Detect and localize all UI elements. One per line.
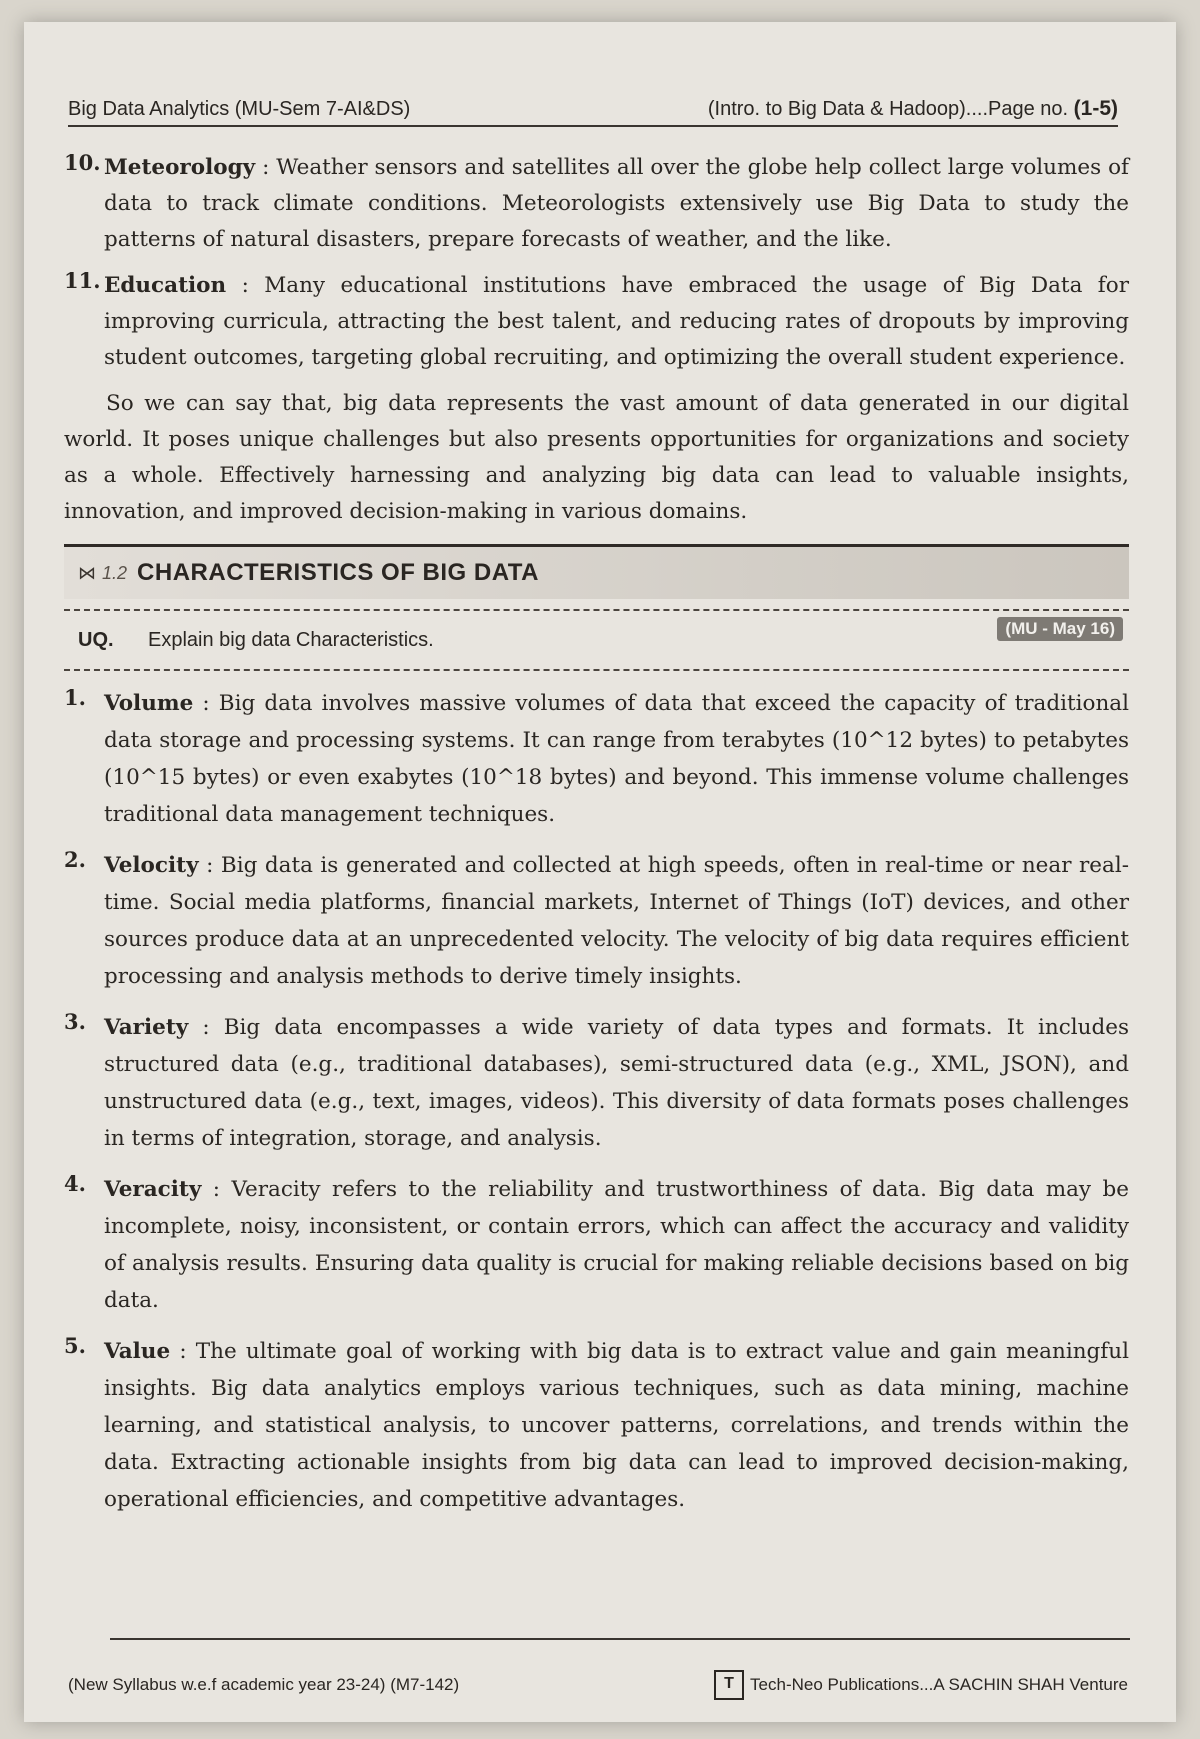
item-term: Volume: [104, 691, 194, 716]
item-text: The ultimate goal of working with big data is to extract value and gain meaningful insights. Big data analytics employs various techniques, such as data mining, machine learning, and statistical analysis, to uncover patterns, correlations, and trends within the data. Extracting actionable insights from big data can lead to improved decision-making, operational efficiencies, and competitive advantages.: [104, 1339, 1129, 1512]
list-item: 11. Education : Many educational institutions have embraced the usage of Big Data for improving curricula, attracting the best talent, and reducing rates of dropouts by improving student outcomes, targeting global recruiting, and optimizing the overall student experience.: [64, 268, 1129, 370]
item-term: Meteorology: [104, 155, 256, 180]
section-title: CHARACTERISTICS OF BIG DATA: [137, 559, 539, 586]
document-page: [24, 22, 1176, 1722]
item-term: Variety: [104, 1015, 189, 1040]
section-number: 1.2: [102, 562, 128, 583]
chapter-page-ref: (Intro. to Big Data & Hadoop)....Page no. (1-5): [707, 97, 1118, 120]
exam-badge: (MU - May 16): [997, 617, 1123, 641]
page-content: [64, 150, 1129, 1532]
item-text: Big data is generated and collected at high speeds, often in real-time or near real-time. Social media platforms, financial markets, Internet of Things (IoT) devices, and other sources produce data at an unprecedented velocity. The velocity of big data requires efficient processing and analysis methods to derive timely insights.: [104, 853, 1129, 989]
university-question-box: [64, 609, 1129, 671]
list-item: 10. Meteorology : Weather sensors and satellites all over the globe help collect large volumes of data to track climate conditions. Meteorologists extensively use Big Data to study the patterns of natural disasters, prepare forecasts of weather, and the like.: [64, 150, 1129, 252]
item-text: Many educational institutions have embraced the usage of Big Data for improving curricula, attracting the best talent, and reducing rates of dropouts by improving student outcomes, targeting global recruiting, and optimizing the overall student experience.: [104, 273, 1129, 370]
item-text: Big data involves massive volumes of data that exceed the capacity of traditional data storage and processing systems. It can range from terabytes (10^12 bytes) to petabytes (10^15 bytes) or even exabytes (10^18 bytes) and beyond. This immense volume challenges traditional data management techniques.: [104, 691, 1129, 827]
page-footer: [68, 1670, 1128, 1700]
item-term: Education: [104, 273, 227, 298]
item-term: Value: [104, 1339, 171, 1364]
section-marker-icon: ⋈: [78, 562, 96, 583]
list-item: 1. Volume : Big data involves massive volumes of data that exceed the capacity of traditional data storage and processing systems. It can range from terabytes (10^12 bytes) to petabytes (10^15 bytes) or even exabytes (10^18 bytes) and beyond. This immense volume challenges traditional data management techniques.: [64, 685, 1129, 827]
section-heading: [64, 544, 1129, 599]
summary-paragraph: So we can say that, big data represents the vast amount of data generated in our digital world. It poses unique challenges but also presents opportunities for organizations and society as a whole. Effectively harnessing and analyzing big data can lead to valuable insights, innovation, and improved decision-making in various domains.: [64, 391, 1129, 524]
item-text: Veracity refers to the reliability and trustworthiness of data. Big data may be incomplete, noisy, inconsistent, or contain errors, which can affect the accuracy and validity of analysis results. Ensuring data quality is crucial for making reliable decisions based on big data.: [104, 1177, 1129, 1313]
item-term: Veracity: [104, 1177, 202, 1202]
list-item: 2. Velocity : Big data is generated and collected at high speeds, often in real-time or near real-time. Social media platforms, financial markets, Internet of Things (IoT) devices, and other sources produce data at an unprecedented velocity. The velocity of big data requires efficient processing and analysis methods to derive timely insights.: [64, 847, 1129, 989]
book-title: Big Data Analytics (MU-Sem 7-AI&DS): [68, 98, 411, 120]
uq-question: Explain big data Characteristics.: [148, 628, 434, 651]
publisher-name: Tech-Neo Publications...A SACHIN SHAH Venture: [750, 1675, 1128, 1694]
footer-divider: [110, 1638, 1130, 1640]
list-item: 3. Variety : Big data encompasses a wide variety of data types and formats. It includes structured data (e.g., traditional databases), semi-structured data (e.g., XML, JSON), and unstructured data (e.g., text, images, videos). This diversity of data formats poses challenges in terms of integration, storage, and analysis.: [64, 1009, 1129, 1151]
item-text: Weather sensors and satellites all over the globe help collect large volumes of data to track climate conditions. Meteorologists extensively use Big Data to study the patterns of natural disasters, prepare forecasts of weather, and the like.: [104, 155, 1129, 252]
list-item: 5. Value : The ultimate goal of working with big data is to extract value and gain meaningful insights. Big data analytics employs various techniques, such as data mining, machine learning, and statistical analysis, to uncover patterns, correlations, and trends within the data. Extracting actionable insights from big data can lead to improved decision-making, operational efficiencies, and competitive advantages.: [64, 1333, 1129, 1512]
page-header: [68, 97, 1118, 127]
characteristics-list: [64, 685, 1129, 1518]
page-number: (1-5): [1073, 97, 1118, 120]
uq-label: UQ.: [78, 628, 114, 651]
publisher: [714, 1670, 1128, 1700]
syllabus-note: (New Syllabus w.e.f academic year 23-24) (M7-142): [68, 1675, 460, 1694]
item-text: Big data encompasses a wide variety of data types and formats. It includes structured data (e.g., traditional databases), semi-structured data (e.g., XML, JSON), and unstructured data (e.g., text, images, videos). This diversity of data formats poses challenges in terms of integration, storage, and analysis.: [104, 1015, 1129, 1151]
application-list: [64, 150, 1129, 376]
list-item: 4. Veracity : Veracity refers to the reliability and trustworthiness of data. Big data may be incomplete, noisy, inconsistent, or contain errors, which can affect the accuracy and validity of analysis results. Ensuring data quality is crucial for making reliable decisions based on big data.: [64, 1171, 1129, 1313]
item-term: Velocity: [104, 853, 199, 878]
publisher-logo-icon: T: [714, 1670, 744, 1700]
